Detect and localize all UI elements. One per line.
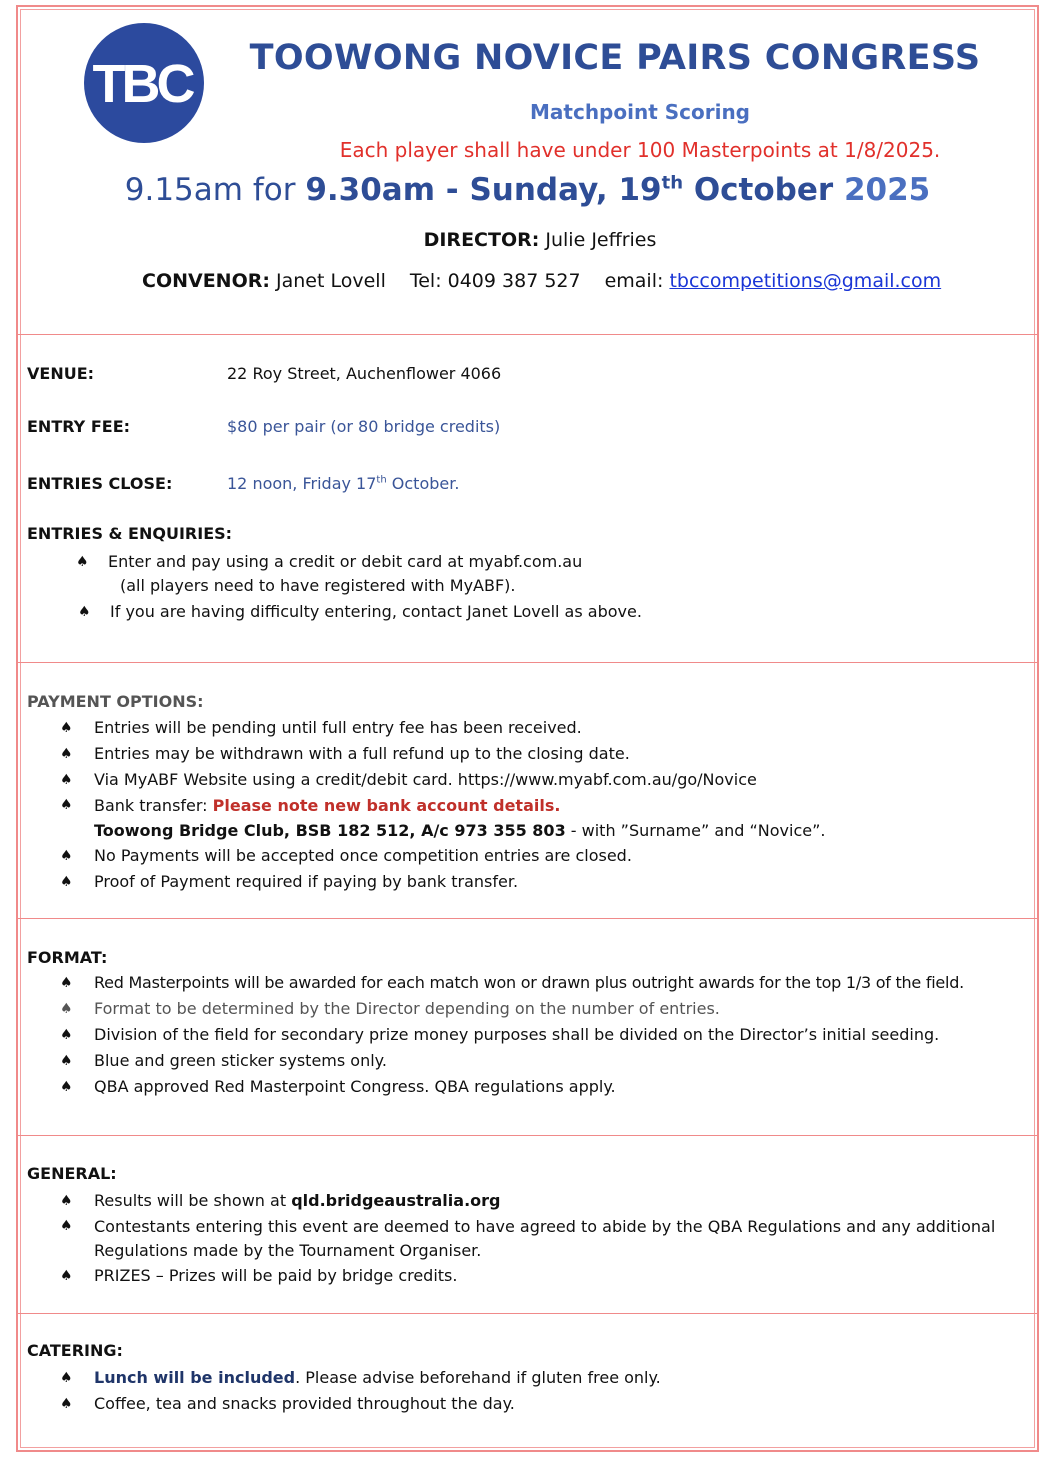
spade-icon: ♠ bbox=[60, 720, 73, 736]
spade-icon: ♠ bbox=[60, 874, 73, 890]
fee-value: $80 per pair (or 80 bridge credits) bbox=[227, 417, 501, 436]
divider bbox=[18, 334, 1037, 335]
catering-label: CATERING: bbox=[27, 1341, 123, 1360]
spade-icon: ♠ bbox=[60, 1396, 73, 1412]
list-item: ♠ No Payments will be accepted once competition entries are closed. bbox=[60, 843, 1035, 869]
tbc-logo bbox=[82, 22, 206, 144]
spade-icon: ♠ bbox=[60, 1027, 73, 1043]
divider bbox=[18, 1135, 1037, 1136]
list-item: ♠ Entries may be withdrawn with a full refund up to the closing date. bbox=[60, 741, 1035, 767]
spade-icon: ♠ bbox=[60, 1218, 73, 1234]
fee-label: ENTRY FEE: bbox=[27, 417, 131, 436]
list-item: ♠ Via MyABF Website using a credit/debit card. https://www.myabf.com.au/go/Novice bbox=[60, 767, 1035, 793]
list-item: ♠ Red Masterpoints will be awarded for each match won or drawn plus outright awards for the top 1/3 of the field. bbox=[60, 970, 1035, 996]
list-item: ♠ Blue and green sticker systems only. bbox=[60, 1048, 1035, 1074]
list-item: ♠ Coffee, tea and snacks provided throughout the day. bbox=[60, 1391, 1035, 1417]
format-label: FORMAT: bbox=[27, 948, 108, 967]
spade-icon: ♠ bbox=[78, 604, 91, 620]
format-list bbox=[60, 970, 1035, 1100]
convenor-line: CONVENOR: Janet Lovell Tel: 0409 387 527 email: tbccompetitions@gmail.com bbox=[142, 270, 942, 292]
spade-icon: ♠ bbox=[60, 1079, 73, 1095]
spade-icon: ♠ bbox=[60, 797, 73, 813]
payment-list bbox=[60, 715, 1035, 895]
payment-label: PAYMENT OPTIONS: bbox=[27, 692, 204, 711]
spade-icon: ♠ bbox=[60, 772, 73, 788]
close-label: ENTRIES CLOSE: bbox=[27, 474, 173, 493]
divider bbox=[18, 918, 1037, 919]
list-item: ♠ Bank transfer: Please note new bank account details. Toowong Bridge Club, BSB 182 512, A/c 973 355 803 - with ”Surname” and “Novice”. bbox=[60, 793, 1035, 843]
general-label: GENERAL: bbox=[27, 1164, 117, 1183]
enquiries-label: ENTRIES & ENQUIRIES: bbox=[27, 524, 233, 543]
list-item: ♠ Lunch will be included. Please advise beforehand if gluten free only. bbox=[60, 1365, 1035, 1391]
list-item: ♠ Entries will be pending until full entry fee has been received. bbox=[60, 715, 1035, 741]
venue-label: VENUE: bbox=[27, 364, 95, 383]
list-item: ♠ QBA approved Red Masterpoint Congress. QBA regulations apply. bbox=[60, 1074, 1035, 1100]
email-link[interactable]: tbccompetitions@gmail.com bbox=[669, 270, 942, 292]
spade-icon: ♠ bbox=[60, 1370, 73, 1386]
spade-icon: ♠ bbox=[60, 1193, 73, 1209]
spade-icon: ♠ bbox=[60, 1053, 73, 1069]
venue-value: 22 Roy Street, Auchenflower 4066 bbox=[227, 364, 502, 383]
list-item: ♠ Proof of Payment required if paying by bank transfer. bbox=[60, 869, 1035, 895]
spade-icon: ♠ bbox=[60, 848, 73, 864]
spade-icon: ♠ bbox=[60, 1268, 73, 1284]
spade-icon: ♠ bbox=[60, 746, 73, 762]
divider bbox=[18, 1313, 1037, 1314]
event-title: TOOWONG NOVICE PAIRS CONGRESS bbox=[249, 38, 981, 78]
general-list bbox=[60, 1188, 1035, 1289]
enquiries-list bbox=[76, 549, 1051, 625]
spade-icon: ♠ bbox=[60, 975, 73, 991]
scoring-type: Matchpoint Scoring bbox=[530, 100, 750, 124]
close-value: 12 noon, Friday 17th October. bbox=[227, 474, 460, 493]
catering-list bbox=[60, 1365, 1035, 1417]
eligibility-note: Each player shall have under 100 Masterpoints at 1/8/2025. bbox=[339, 138, 941, 162]
list-item: ♠ Format to be determined by the Director depending on the number of entries. bbox=[60, 996, 1035, 1022]
divider bbox=[18, 662, 1037, 663]
list-item: ♠ Contestants entering this event are deemed to have agreed to abide by the QBA Regulations and any additional Regulations made by the Tournament Organiser. bbox=[60, 1214, 1035, 1263]
spade-icon: ♠ bbox=[60, 1001, 73, 1017]
director-line: DIRECTOR: Julie Jeffries bbox=[423, 229, 657, 251]
list-item: ♠ PRIZES – Prizes will be paid by bridge credits. bbox=[60, 1263, 1035, 1289]
spade-icon: ♠ bbox=[76, 554, 89, 570]
list-item: ♠ Division of the field for secondary prize money purposes shall be divided on the Director’s initial seeding. bbox=[60, 1022, 1035, 1048]
event-time: 9.15am for 9.30am - Sunday, 19th October 2025 bbox=[124, 172, 931, 208]
list-item: ♠ If you are having difficulty entering, contact Janet Lovell as above. bbox=[78, 599, 1051, 625]
logo-text: TBC bbox=[92, 54, 192, 114]
list-item: ♠ Enter and pay using a credit or debit card at myabf.com.au (all players need to have registered with MyABF). bbox=[76, 549, 1051, 599]
list-item: ♠ Results will be shown at qld.bridgeaustralia.org bbox=[60, 1188, 1035, 1214]
